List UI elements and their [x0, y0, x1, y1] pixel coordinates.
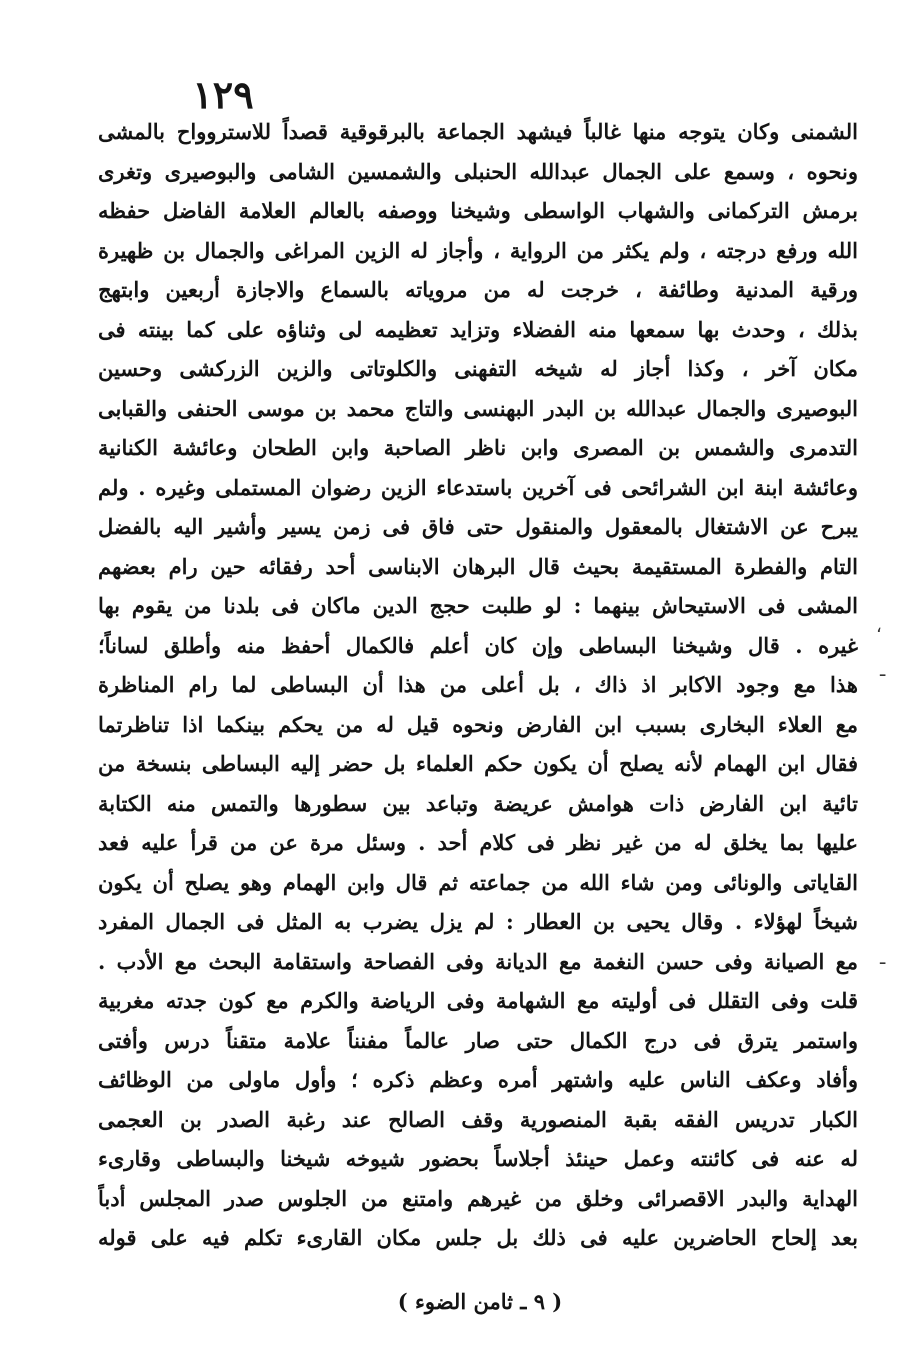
text-line: الله ورفع درجته ، ولم يكثر من الرواية ، وأجاز له الزين المراغى والجمال بن ظهيرة: [98, 237, 858, 263]
margin-mark: ـ: [880, 948, 886, 969]
text-line: فقال ابن الهمام لأنه يصلح أن يكون حكم العلماء بل حضر إليه البساطى بنسخة من: [98, 751, 858, 776]
margin-mark: ،: [876, 616, 882, 637]
text-line: مع العلاء البخارى بسبب ابن الفارض ونحوه قيل له من يحكم بينكما اذا تناظرتما: [98, 711, 858, 737]
text-line: ورقية المدنية وطائفة ، خرجت له من مروياته بالسماع والاجازة أربعين وابتهج: [98, 277, 858, 302]
body-text: [98, 112, 858, 1258]
text-line: غيره . قال وشيخنا البساطى وإن كان أعلم فالكمال أحفظ منه وأطلق لساناً؛: [98, 632, 858, 658]
text-line: القاياتى والونائى ومن شاء الله من جماعته ثم قال وابن الهمام وهو يصلح أن يكون: [98, 869, 858, 895]
text-line: التام والفطرة المستقيمة بحيث قال البرهان الابناسى أحد رفقائه حين رام بعضهم: [98, 553, 858, 579]
text-line: ونحوه ، وسمع على الجمال عبدالله الحنبلى والشمسين الشامى والبوصيرى وتغرى: [98, 158, 858, 184]
text-line: قلت وفى التقلل فى أوليته مع الشهامة وفى الرياضة والكرم مع كون جدته مغربية: [98, 988, 858, 1013]
text-line: المشى فى الاستيحاش بينهما : لو طلبت حجج الدين ماكان فى بلدنا من يقوم بها: [98, 593, 858, 618]
text-line: وأفاد وعكف الناس عليه واشتهر أمره وعظم ذكره ؛ وأول ماولى من الوظائف: [98, 1067, 858, 1092]
text-line: شيخاً لهؤلاء . وقال يحيى بن العطار : لم يزل يضرب به المثل فى الجمال المفرد: [98, 909, 858, 934]
text-line: البوصيرى والجمال عبدالله بن البدر البهنسى والتاج محمد بن موسى الحنفى والقبابى: [98, 395, 858, 421]
text-line: مع الصيانة وفى حسن النغمة مع الديانة وفى الفصاحة واستقامة البحث مع الأدب .: [98, 948, 858, 974]
text-line: وعائشة ابنة ابن الشرائحى فى آخرين باستدعاء الزين رضوان المستملى وغيره . ولم: [98, 474, 858, 500]
margin-mark: ـ: [880, 660, 886, 681]
text-line: تائية ابن الفارض ذات هوامش عريضة وتباعد بين سطورها والتمس منه الكتابة: [98, 790, 858, 816]
text-line: عليها بما يخلق له من غير نظر فى كلام أحد . وسئل مرة عن من قرأ عليه فعد: [98, 830, 858, 855]
text-line: التدمرى والشمس بن المصرى وابن ناظر الصاحبة وابن الطحان وعائشة الكنانية: [98, 435, 858, 460]
text-line: بعد إلحاح الحاضرين عليه فى ذلك بل جلس مكان القارىء تكلم فيه على قوله: [98, 1225, 858, 1250]
page-number: ١٢٩: [192, 72, 254, 117]
text-line: الكبار تدريس الفقه بقبة المنصورية وقف الصالح عند رغبة الصدر بن العجمى: [98, 1106, 858, 1132]
footer-signature: ( ٩ ـ ثامن الضوء ): [397, 1289, 563, 1314]
text-line: واستمر يترق فى درج الكمال حتى صار عالماً مفنناً علامة متقناً درس وأفتى: [98, 1027, 858, 1053]
text-line: يبرح عن الاشتغال بالمعقول والمنقول حتى فاق فى زمن يسير وأشير اليه بالفضل: [98, 514, 858, 539]
text-line: مكان آخر ، وكذا أجاز له شيخه التفهنى والكلوتاتى والزين الزركشى وحسين: [98, 356, 858, 381]
text-line: الهداية والبدر الاقصرائى وخلق من غيرهم وامتنع من الجلوس صدر المجلس أدباً: [98, 1185, 858, 1211]
text-line: بذلك ، وحدث بها سمعها منه الفضلاء وتزايد تعظيمه لى وثناؤه على كما بينته فى: [98, 316, 858, 342]
text-line: هذا مع وجود الاكابر اذ ذاك ، بل أعلى من هذا أن البساطى لما رام المناظرة: [98, 672, 858, 697]
text-line: برمش التركمانى والشهاب الواسطى وشيخنا ووصفه بالعالم العلامة الفاضل حفظه: [98, 198, 858, 223]
text-line: الشمنى وكان يتوجه منها غالباً فيشهد الجماعة بالبرقوقية قصداً للاستروواح بالمشى: [98, 119, 858, 144]
text-line: له عنه فى كائنته وعمل حينئذ أجلاساً بحضور شيوخه شيخنا والبساطى وقارىء: [98, 1146, 858, 1171]
